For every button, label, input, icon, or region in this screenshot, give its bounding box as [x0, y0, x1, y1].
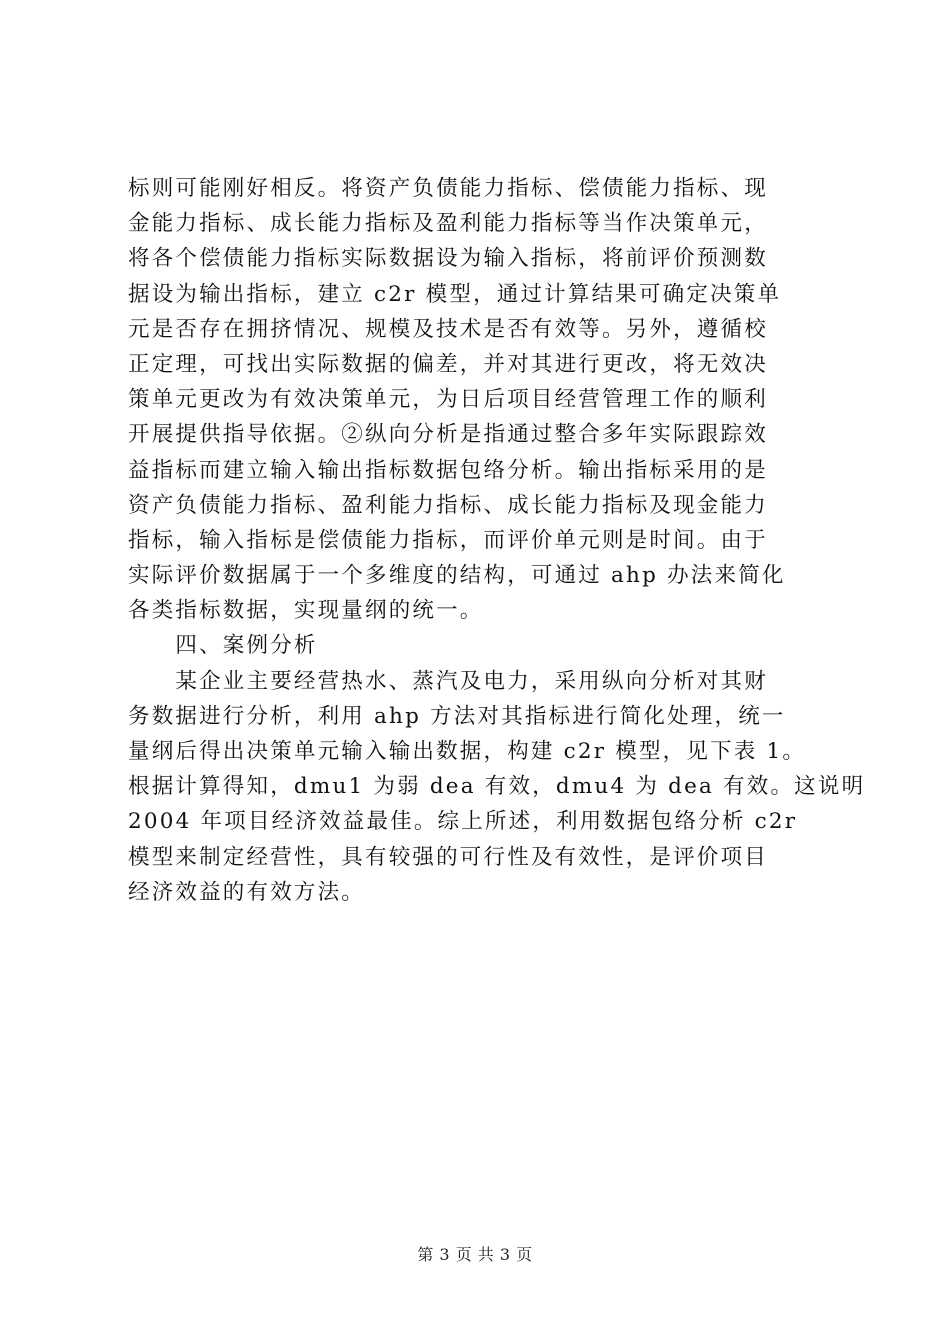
text-line: 据设为输出指标，建立 c2r 模型，通过计算结果可确定决策单 — [128, 281, 782, 307]
text-line: 量纲后得出决策单元输入输出数据，构建 c2r 模型，见下表 1。 — [128, 739, 807, 764]
text-line: 资产负债能力指标、盈利能力指标、成长能力指标及现金能力 — [128, 492, 768, 518]
page-number-label: 第 3 页 共 3 页 — [417, 1245, 533, 1264]
text-line: 标则可能刚好相反。将资产负债能力指标、偿债能力指标、现 — [128, 176, 768, 201]
text-line: 经济效益的有效方法。 — [128, 879, 366, 905]
text-line: 指标，输入指标是偿债能力指标，而评价单元则是时间。由于 — [128, 527, 768, 553]
section-heading: 四、案例分析 — [128, 633, 318, 659]
text-line: 将各个偿债能力指标实际数据设为输入指标，将前评价预测数 — [128, 246, 768, 272]
body-text — [128, 171, 866, 910]
text-line: 金能力指标、成长能力指标及盈利能力指标等当作决策单元， — [128, 211, 768, 237]
page-footer — [0, 1245, 950, 1265]
text-line: 实际评价数据属于一个多维度的结构，可通过 ahp 办法来简化 — [128, 563, 786, 589]
text-line: 2004 年项目经济效益最佳。综上所述，利用数据包络分析 c2r — [128, 809, 798, 835]
text-line: 各类指标数据，实现量纲的统一。 — [128, 598, 484, 624]
text-line: 正定理，可找出实际数据的偏差，并对其进行更改，将无效决 — [128, 351, 768, 377]
text-line: 根据计算得知，dmu1 为弱 dea 有效，dmu4 为 dea 有效。这说明 — [128, 774, 866, 800]
text-line: 益指标而建立输入输出指标数据包络分析。输出指标采用的是 — [128, 457, 768, 483]
text-line: 元是否存在拥挤情况、规模及技术是否有效等。另外，遵循校 — [128, 316, 768, 342]
text-line: 某企业主要经营热水、蒸汽及电力，采用纵向分析对其财 — [128, 668, 768, 694]
text-line: 开展提供指导依据。②纵向分析是指通过整合多年实际跟踪效 — [128, 422, 768, 448]
text-line: 模型来制定经营性，具有较强的可行性及有效性，是评价项目 — [128, 844, 768, 870]
text-line: 务数据进行分析，利用 ahp 方法对其指标进行简化处理，统一 — [128, 703, 786, 729]
text-line: 策单元更改为有效决策单元，为日后项目经营管理工作的顺利 — [128, 387, 768, 413]
